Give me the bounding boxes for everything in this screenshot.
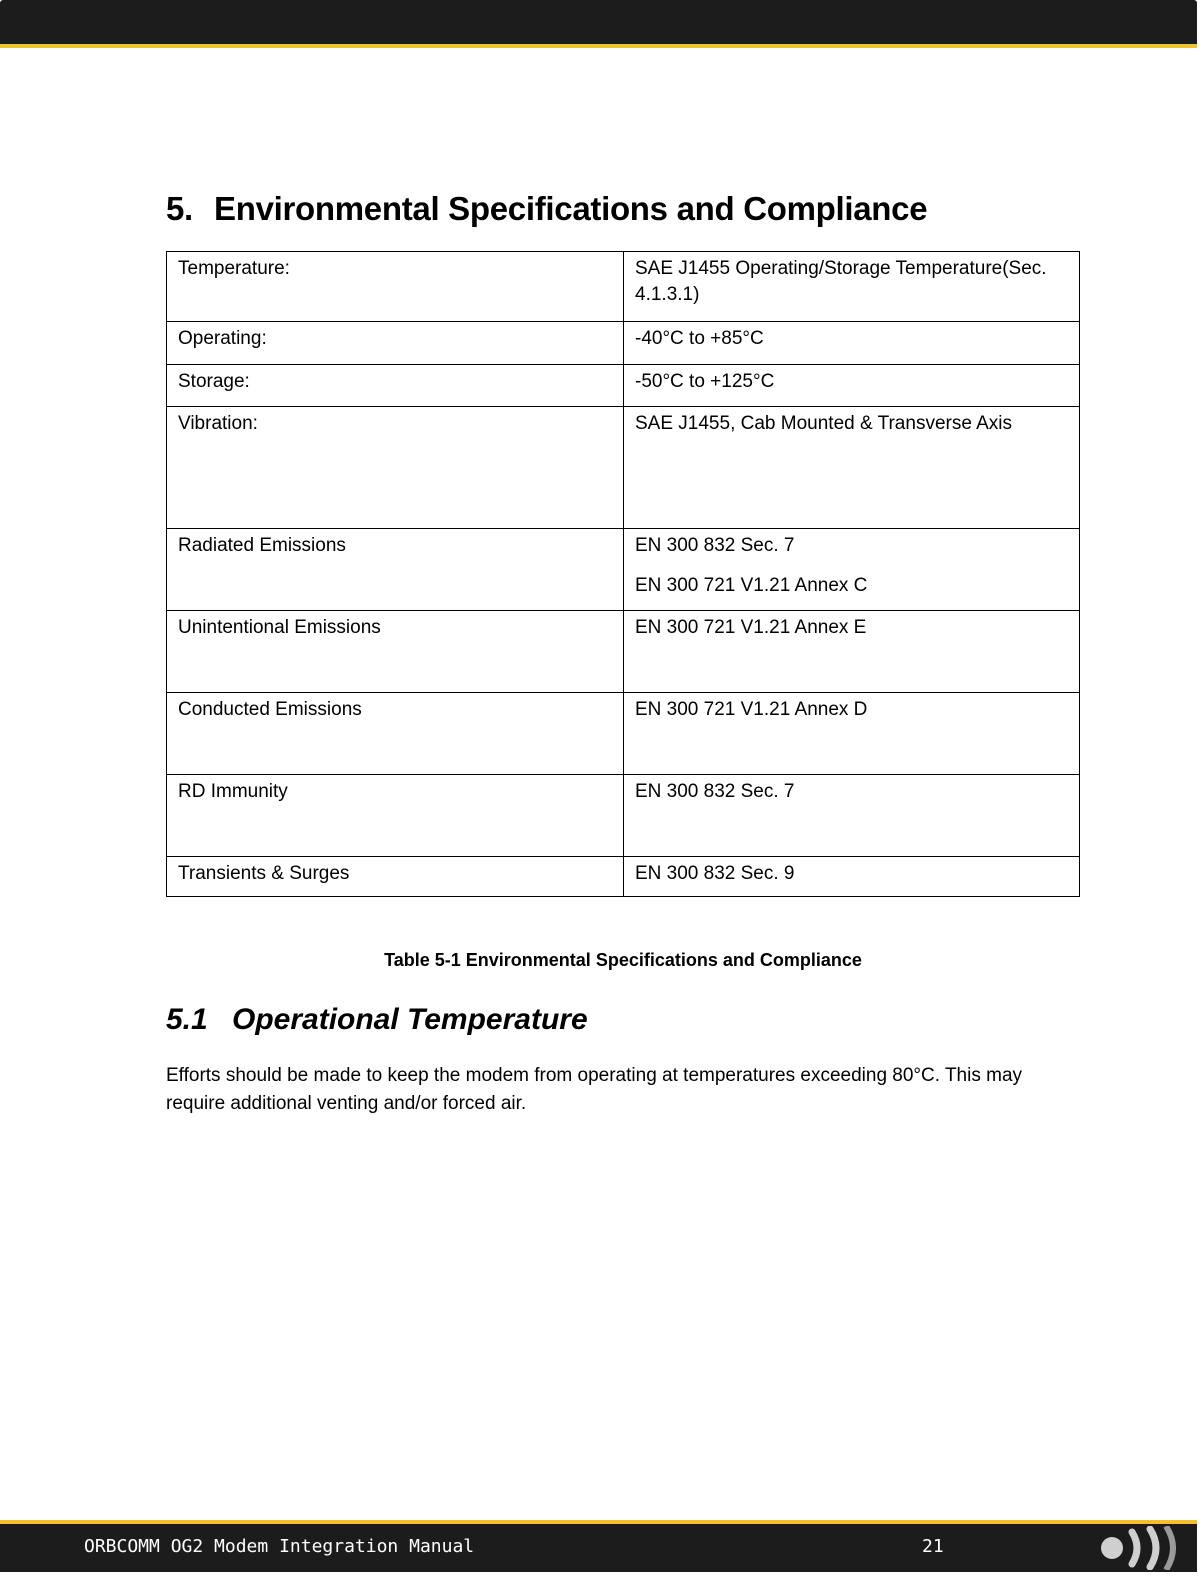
spec-value-line: -50°C to +125°C [635, 371, 775, 392]
section-title: Environmental Specifications and Compliance [214, 190, 928, 227]
spec-row [167, 252, 1080, 322]
section-heading [166, 190, 927, 228]
spec-row [167, 322, 1080, 365]
section-number: 5. [166, 190, 193, 227]
spec-value-line: EN 300 832 Sec. 7 [635, 535, 795, 556]
spec-value [624, 529, 1080, 611]
spec-table [166, 251, 1080, 897]
spec-value-line: SAE J1455, Cab Mounted & Transverse Axis [635, 413, 1013, 434]
spec-value-line: EN 300 721 V1.21 Annex C [635, 575, 868, 596]
table-caption: Table 5-1 Environmental Specifications and Compliance [384, 950, 862, 970]
spec-label: Operating: [167, 322, 624, 365]
spec-value-line: EN 300 832 Sec. 9 [635, 863, 795, 884]
spec-value-line: EN 300 721 V1.21 Annex E [635, 617, 867, 638]
body-paragraph: Efforts should be made to keep the modem from operating at temperatures exceeding 80°C. This may require additional venting and/or forced air. [166, 1065, 1023, 1114]
spec-row [167, 693, 1080, 775]
spec-value-line: -40°C to +85°C [635, 328, 764, 349]
spec-label: Conducted Emissions [167, 693, 624, 775]
spec-value [624, 611, 1080, 693]
spec-label: Radiated Emissions [167, 529, 624, 611]
spec-value [624, 322, 1080, 365]
footer-title: ORBCOMM OG2 Modem Integration Manual [84, 1536, 475, 1557]
spec-label: Vibration: [167, 407, 624, 529]
subsection-number: 5.1 [166, 1003, 208, 1036]
spec-label: Temperature: [167, 252, 624, 322]
spec-value-line: EN 300 832 Sec. 7 [635, 781, 795, 802]
page-number: 21 [922, 1536, 944, 1557]
orbcomm-signal-logo-icon [1098, 1526, 1178, 1570]
spec-value [624, 407, 1080, 529]
spec-value [624, 857, 1080, 897]
spec-row [167, 857, 1080, 897]
spec-row [167, 529, 1080, 611]
spec-value-line: SAE J1455 Operating/Storage Temperature(Sec. 4.1.3.1) [635, 258, 1047, 305]
spec-value [624, 693, 1080, 775]
spec-row [167, 611, 1080, 693]
header-bar [0, 0, 1197, 48]
spec-value [624, 365, 1080, 407]
spec-row [167, 775, 1080, 857]
spec-label: Storage: [167, 365, 624, 407]
subsection-heading [166, 1003, 588, 1037]
subsection-title: Operational Temperature [232, 1003, 588, 1036]
spec-value [624, 252, 1080, 322]
spec-value [624, 775, 1080, 857]
spec-value-line: EN 300 721 V1.21 Annex D [635, 699, 868, 720]
spec-row [167, 407, 1080, 529]
spec-label: Unintentional Emissions [167, 611, 624, 693]
spec-label: Transients & Surges [167, 857, 624, 897]
spec-row [167, 365, 1080, 407]
footer-bar [0, 1520, 1197, 1572]
spec-label: RD Immunity [167, 775, 624, 857]
